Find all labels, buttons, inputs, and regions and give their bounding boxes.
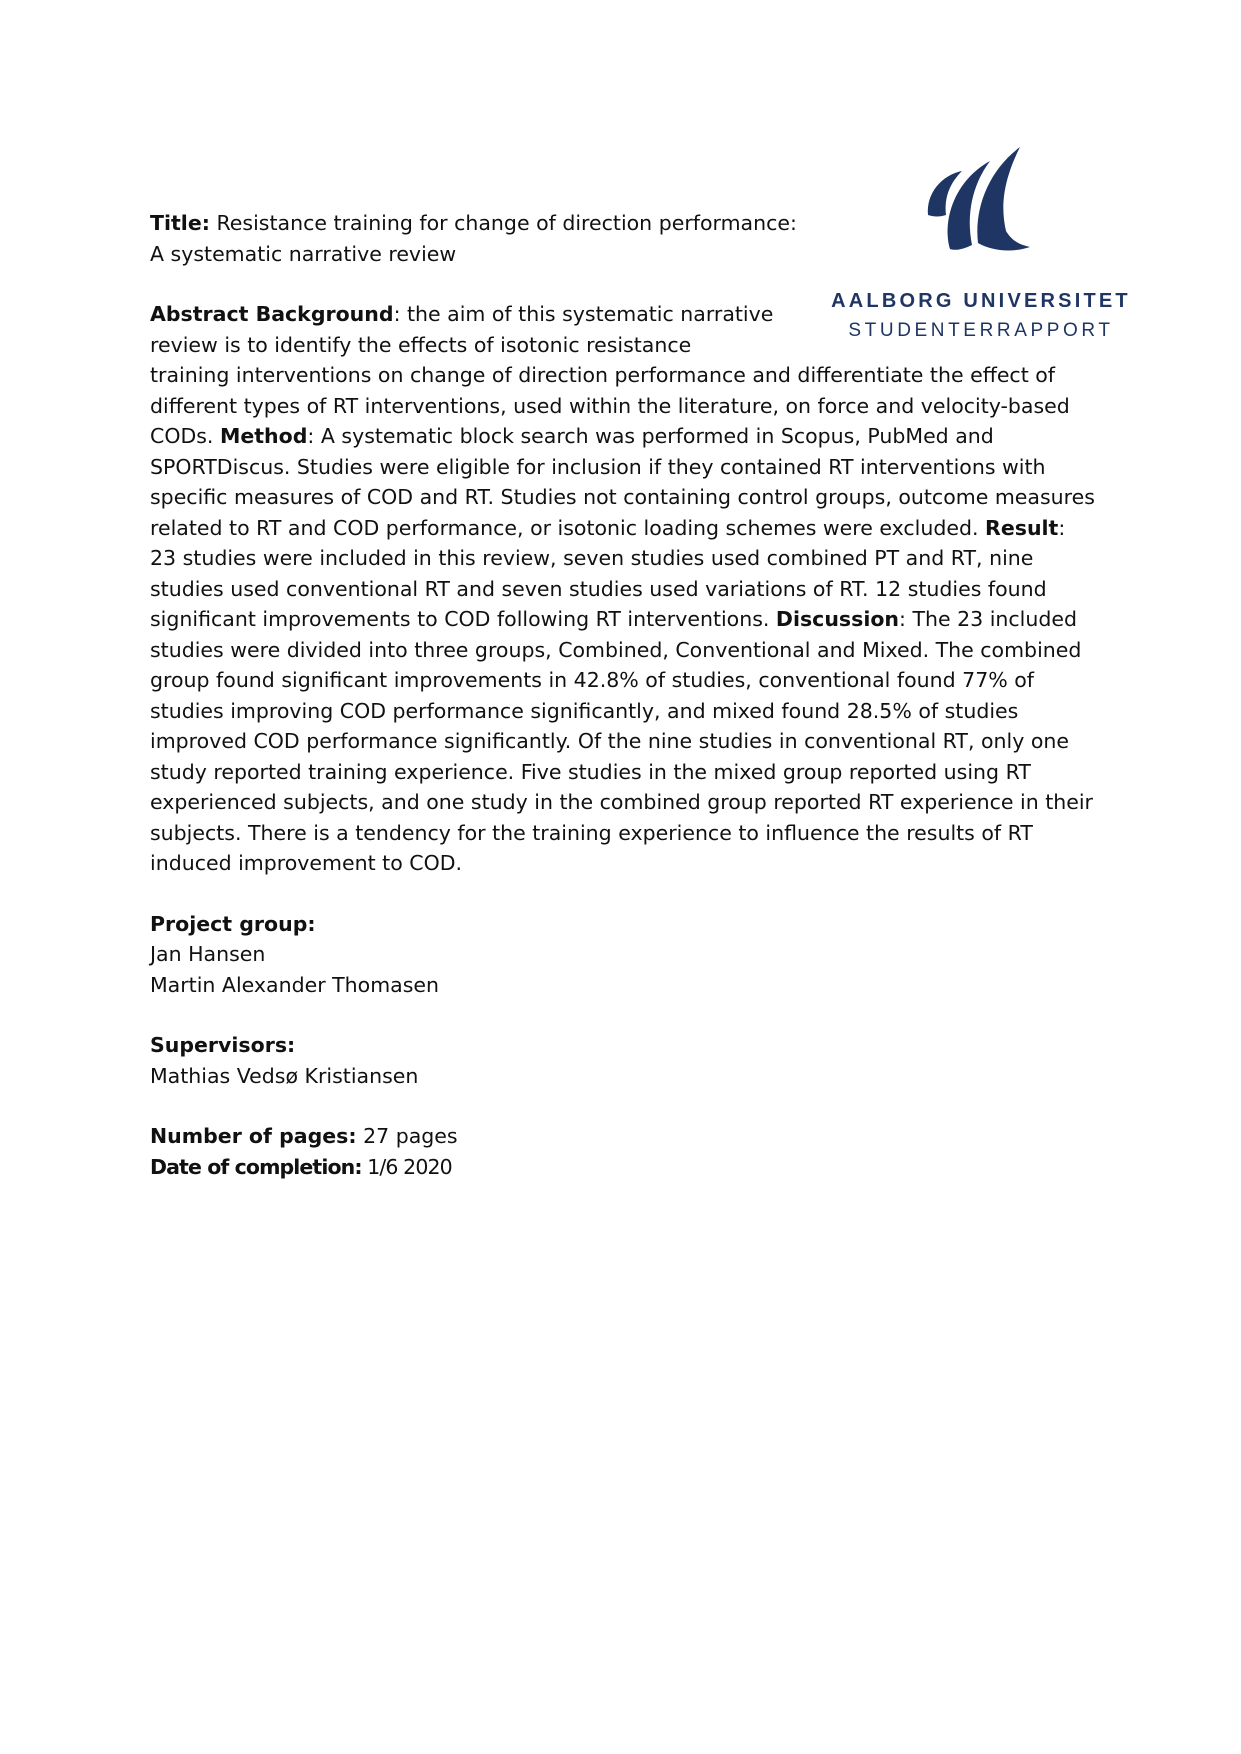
document-body	[150, 208, 1095, 1182]
title-label: Title:	[150, 211, 210, 235]
title-block	[150, 208, 810, 269]
abstract-background-label: Abstract Background	[150, 302, 394, 326]
abstract-result-label: Result	[985, 515, 1059, 540]
page-info	[150, 1121, 1095, 1182]
logo-spacer	[775, 299, 1095, 359]
supervisor-name: Mathias Vedsø Kristiansen	[150, 1063, 419, 1088]
number-of-pages-value: 27 pages	[363, 1124, 458, 1148]
project-group-label: Project group:	[150, 911, 316, 936]
number-of-pages-label: Number of pages:	[150, 1124, 357, 1148]
date-of-completion-label: Date of completion:	[150, 1154, 362, 1179]
title-text: Resistance training for change of direction performance: A systematic narrative review	[150, 211, 797, 266]
project-group	[150, 909, 1095, 1001]
date-of-completion	[150, 1152, 1095, 1183]
supervisors	[150, 1030, 1095, 1091]
abstract	[150, 299, 1095, 879]
supervisors-label: Supervisors:	[150, 1033, 296, 1057]
number-of-pages	[150, 1121, 1095, 1152]
abstract-discussion-label: Discussion	[775, 607, 900, 631]
abstract-method-label: Method	[219, 424, 308, 448]
project-member: Jan Hansen	[150, 942, 266, 966]
abstract-result-text: : 23 studies were included in this review, seven studies used combined PT and RT, nine studies used conventional RT and seven studies used variations of RT. 12 studies found significant improvements to COD following RT interventions.	[150, 515, 1066, 631]
abstract-discussion-text: : The 23 included studies were divided into three groups, Combined, Conventional and Mixed. The combined group found significant improvements in 42.8% of studies, conventional found 77% of studies improving COD performance significantly, and mixed found 28.5% of studies improved COD performance significantly. Of the nine studies in conventional RT, only one study reported training experience. Five studies in the mixed group reported using RT experienced subjects, and one study in the combined group reported RT experience in their subjects. There is a tendency for the training experience to influence the results of RT induced improvement to COD.	[150, 607, 1093, 875]
date-of-completion-value: 1/6 2020	[367, 1154, 452, 1179]
university-name: AALBORG UNIVERSITET	[831, 290, 1131, 312]
abstract-background-text: : the aim of this systematic narrative review is to identify the effects of isotonic resistance training interventions on change of direction performance and differentiate the effect of different types of RT interventions, used within the literature, on force and velocity-based CODs.	[150, 302, 1070, 448]
abstract-method-text: : A systematic block search was performed in Scopus, PubMed and SPORTDiscus. Studies were eligible for inclusion if they contained RT interventions with specific measures of COD and RT. Studies not containing control groups, outcome measures related to RT and COD performance, or isotonic loading schemes were excluded.	[150, 424, 1095, 540]
project-member: Martin Alexander Thomasen	[150, 972, 440, 997]
report-type: STUDENTERRAPPORT	[848, 320, 1114, 341]
